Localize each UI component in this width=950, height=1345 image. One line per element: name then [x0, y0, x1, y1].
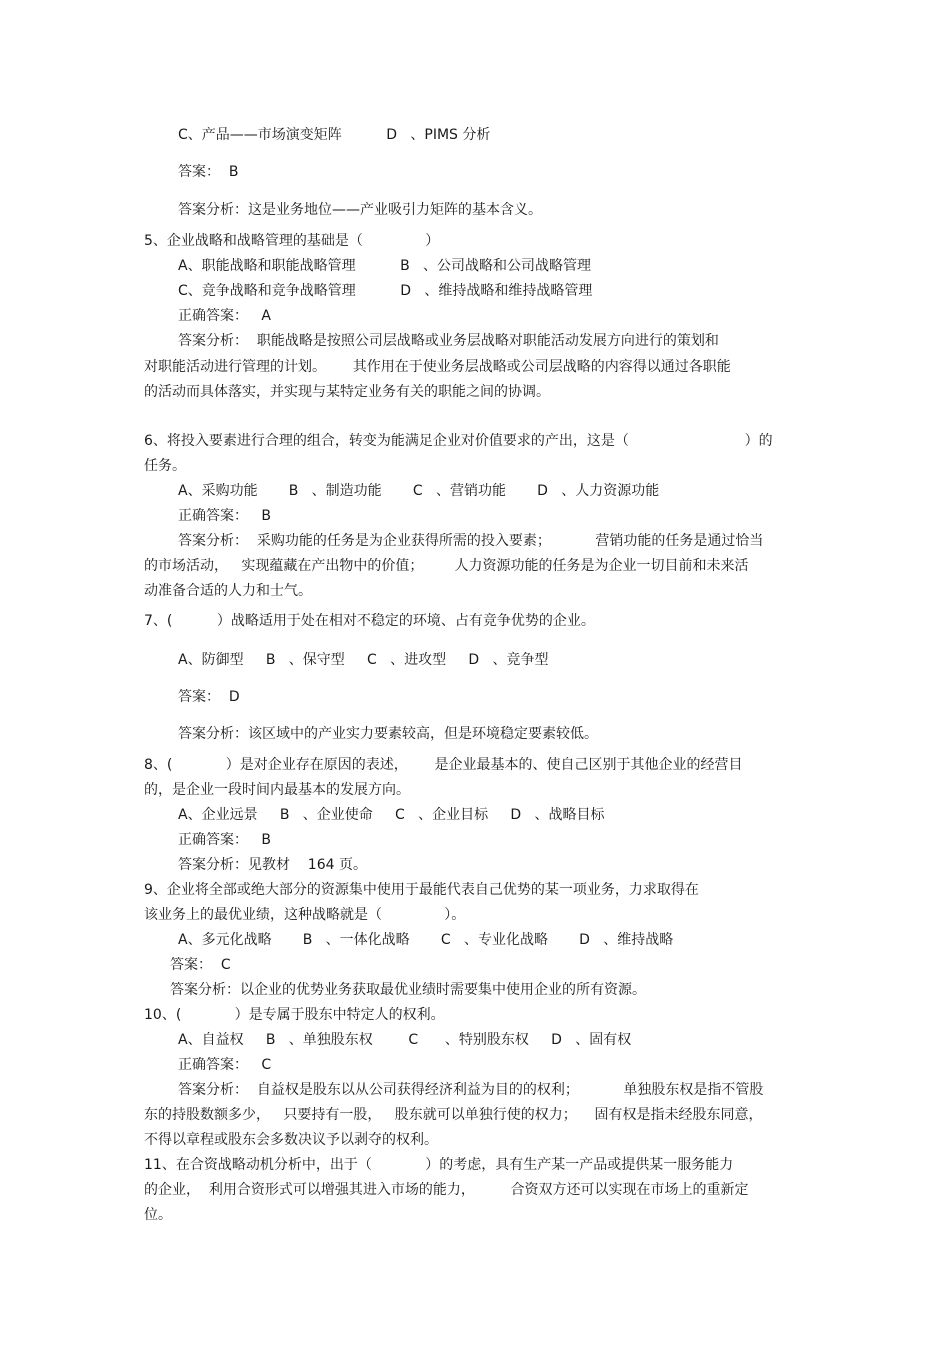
analysis-line: 答案分析： 自益权是股东以从公司获得经济利益为目的的权利； 单独股东权是指不管股	[178, 1082, 764, 1098]
analysis-line: 动准备合适的人力和士气。	[144, 583, 312, 599]
question-line: 10、( ）是专属于股东中特定人的权利。	[144, 1007, 445, 1023]
options-line: A、采购功能 B 、制造功能 C 、营销功能 D 、人力资源功能	[178, 483, 660, 499]
analysis-line: 答案分析：见教材 164 页。	[178, 857, 367, 873]
analysis-line: 东的持股数额多少， 只要持有一股， 股东就可以单独行使的权力； 固有权是指未经股东同意，	[144, 1107, 763, 1123]
question-line: 该业务上的最优业绩，这种战略就是（ ）。	[144, 907, 466, 923]
analysis-line: 答案分析：以企业的优势业务获取最优业绩时需要集中使用企业的所有资源。	[170, 982, 646, 998]
analysis-line: 的活动而具体落实，并实现与某特定业务有关的职能之间的协调。	[144, 384, 550, 400]
question-line: 6、将投入要素进行合理的组合，转变为能满足企业对价值要求的产出，这是（ ）的	[144, 433, 773, 449]
analysis-line: 不得以章程或股东会多数决议予以剥夺的权利。	[144, 1132, 438, 1148]
question-line: 5、企业战略和战略管理的基础是（ ）	[144, 233, 440, 249]
question-line: 9、企业将全部或绝大部分的资源集中使用于最能代表自己优势的某一项业务，力求取得在	[144, 882, 699, 898]
question-line: 的，是企业一段时间内最基本的发展方向。	[144, 782, 410, 798]
question-line: 的企业， 利用合资形式可以增强其进入市场的能力， 合资双方还可以实现在市场上的重新定	[144, 1182, 749, 1198]
analysis-line: 答案分析： 职能战略是按照公司层战略或业务层战略对职能活动发展方向进行的策划和	[178, 333, 719, 349]
question-line: 11、在合资战略动机分析中，出于（ ）的考虑，具有生产某一产品或提供某一服务能力	[144, 1157, 734, 1173]
answer-line: 正确答案： B	[178, 508, 271, 524]
text-line: 答案分析：这是业务地位——产业吸引力矩阵的基本含义。	[178, 202, 542, 218]
options-line: A、自益权 B 、单独股东权 C 、特别股东权 D 、固有权	[178, 1032, 632, 1048]
analysis-line: 对职能活动进行管理的计划。 其作用在于使业务层战略或公司层战略的内容得以通过各职能	[144, 359, 731, 375]
options-line: C、竞争战略和竞争战略管理 D 、维持战略和维持战略管理	[178, 283, 593, 299]
question-line: 8、( ）是对企业存在原因的表述， 是企业最基本的、使自己区别于其他企业的经营目	[144, 757, 743, 773]
analysis-line: 答案分析： 采购功能的任务是为企业获得所需的投入要素； 营销功能的任务是通过恰当	[178, 533, 764, 549]
options-line: A、防御型 B 、保守型 C 、进攻型 D 、竞争型	[178, 652, 549, 668]
question-line: 任务。	[144, 458, 186, 474]
options-line: A、多元化战略 B 、一体化战略 C 、专业化战略 D 、维持战略	[178, 932, 674, 948]
options-line: A、企业远景 B 、企业使命 C 、企业目标 D 、战略目标	[178, 807, 605, 823]
analysis-line: 答案分析：该区域中的产业实力要素较高，但是环境稳定要素较低。	[178, 726, 598, 742]
answer-line: 正确答案： A	[178, 308, 271, 324]
answer-line: 正确答案： C	[178, 1057, 272, 1073]
answer-line: 正确答案： B	[178, 832, 271, 848]
question-line: 7、( ）战略适用于处在相对不稳定的环境、占有竞争优势的企业。	[144, 613, 595, 629]
question-line: 位。	[144, 1207, 172, 1223]
analysis-line: 的市场活动， 实现蕴藏在产出物中的价值； 人力资源功能的任务是为企业一切目前和未来活	[144, 558, 749, 574]
answer-line: 答案： D	[178, 689, 240, 705]
text-line: 答案： B	[178, 164, 239, 180]
answer-line: 答案： C	[170, 957, 231, 973]
options-line: A、职能战略和职能战略管理 B 、公司战略和公司战略管理	[178, 258, 592, 274]
text-line: C、产品——市场演变矩阵 D 、PIMS 分析	[178, 127, 491, 143]
